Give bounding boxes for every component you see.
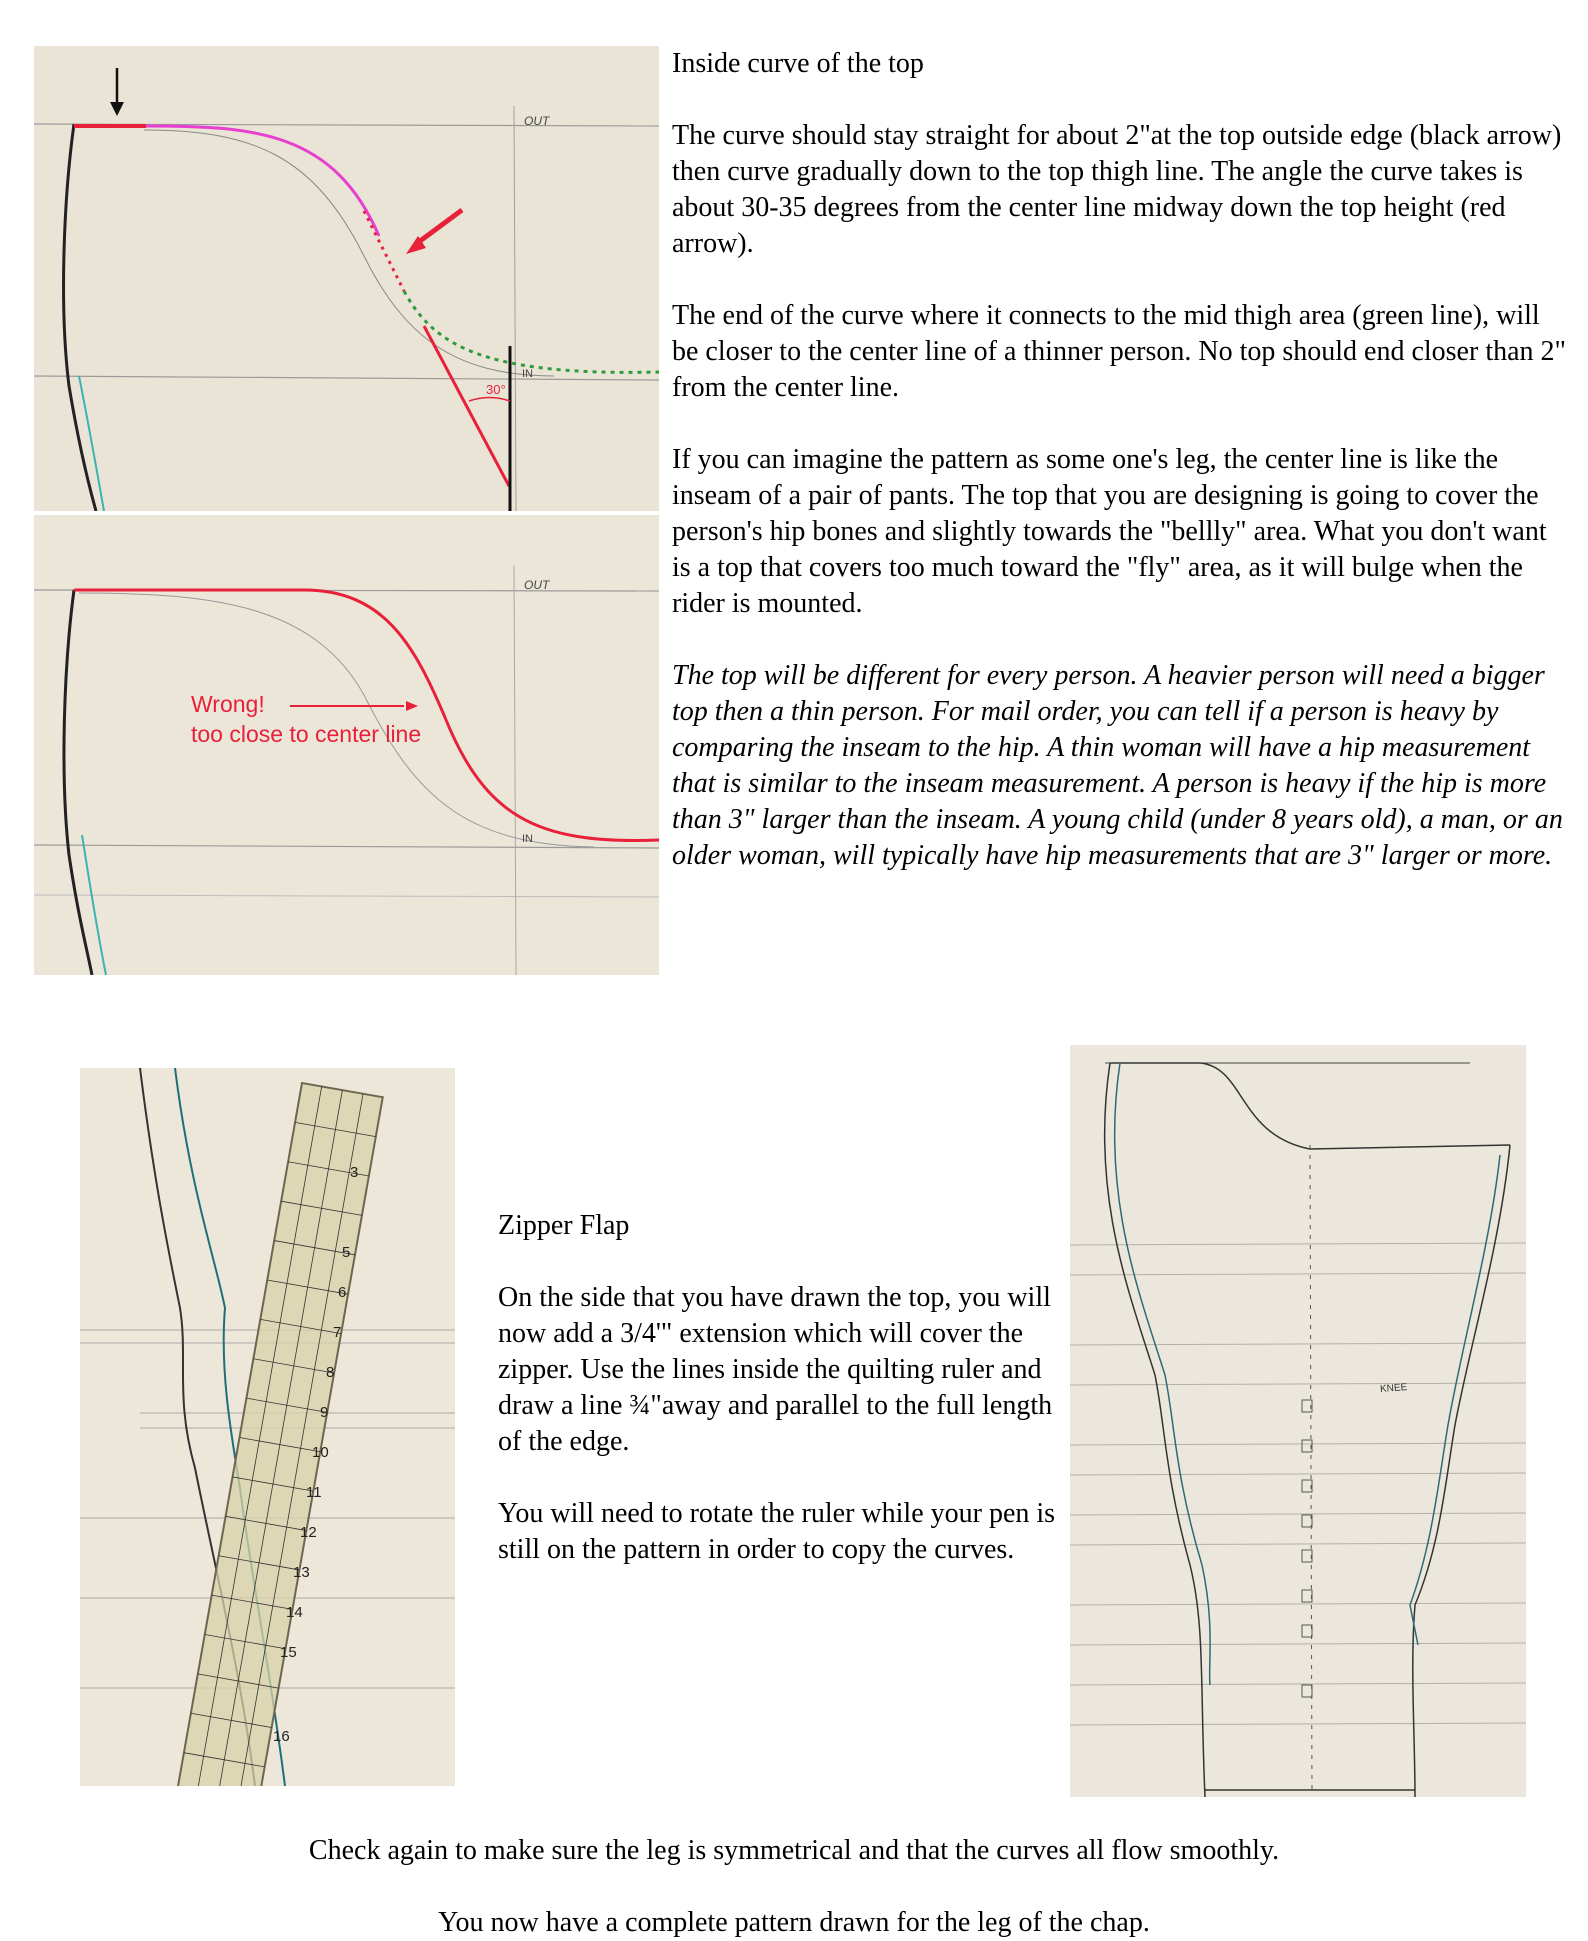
- ruler-number: 11: [306, 1484, 322, 1501]
- too-close-label: too close to center line: [191, 721, 422, 747]
- ruler-number: 15: [280, 1644, 297, 1661]
- footer-line-2: You now have a complete pattern drawn for the leg of the chap.: [438, 1907, 1150, 1938]
- angle-label: 30°: [486, 382, 506, 397]
- ruler-number: 12: [300, 1524, 317, 1541]
- ruler-number: 6: [338, 1284, 347, 1301]
- footer-line-1: Check again to make sure the leg is symmetrical and that the curves all flow smoothly.: [308, 1835, 1280, 1866]
- zipper-flap-instructions: [498, 1208, 1058, 1568]
- top-curve-paragraph-3: If you can imagine the pattern as some one's leg, the center line is like the inseam of a pair of pants. The top that you are designing is going to cover the person's hip bones and slightly towards the "bellly" area. What you don't want is a top that covers too much toward the "fly" area, as it will bulge when the rider is mounted.: [672, 444, 1547, 619]
- photo-top-curve: [34, 46, 659, 511]
- in-label: IN: [522, 368, 533, 380]
- ruler-number: 14: [286, 1604, 303, 1621]
- ruler-numbers: [80, 1068, 455, 1786]
- ruler-number: 16: [273, 1728, 290, 1745]
- top-curve-paragraph-2: The end of the curve where it connects to the mid thigh area (green line), will be closer to the center line of a thinner person. No top should end closer than 2" from the center line.: [672, 300, 1566, 403]
- wrong-in-label: IN: [522, 833, 533, 845]
- ruler-number: 13: [293, 1564, 310, 1581]
- ruler-number: 3: [350, 1164, 359, 1181]
- top-curve-instructions: [672, 46, 1572, 874]
- ruler-number: 7: [333, 1324, 342, 1341]
- zipper-flap-paragraph-1: On the side that you have drawn the top, you will now add a 3/4'" extension which will cover the zipper. Use the lines inside the quilting ruler and draw a line ¾"away and parallel to the full length of the edge.: [498, 1282, 1053, 1457]
- zipper-flap-heading: Zipper Flap: [498, 1210, 630, 1241]
- top-curve-drawing: [34, 46, 659, 511]
- top-curve-paragraph-1: The curve should stay straight for about 2"at the top outside edge (black arrow) then curve gradually down to the top thigh line. The angle the curve takes is about 30-35 degrees from the center line midway down the top height (red arrow).: [672, 120, 1562, 259]
- top-curve-italic-paragraph: The top will be different for every person. A heavier person will need a bigger top then a thin person. For mail order, you can tell if a person is heavy by comparing the inseam to the hip. A thin woman will have a hip measurement that is similar to the inseam measurement. A person is heavy if the hip is more than 3" larger than the inseam. A young child (under 8 years old), a man, or an older woman, will typically have hip measurements that are 3" larger or more.: [672, 660, 1563, 871]
- knee-label: KNEE: [1379, 1382, 1408, 1395]
- ruler-number: 8: [326, 1364, 335, 1381]
- out-label: OUT: [524, 114, 550, 128]
- ruler-number: 9: [320, 1404, 329, 1421]
- ruler-number: 5: [342, 1244, 351, 1261]
- photo-full-pattern: [1070, 1045, 1526, 1797]
- photo-wrong-curve: [34, 515, 659, 975]
- photo-ruler: [80, 1068, 455, 1786]
- full-pattern-drawing: [1070, 1045, 1526, 1797]
- top-curve-heading: Inside curve of the top: [672, 48, 924, 79]
- ruler-number: 10: [312, 1444, 329, 1461]
- zipper-flap-paragraph-2: You will need to rotate the ruler while your pen is still on the pattern in order to copy the curves.: [498, 1498, 1056, 1565]
- wrong-out-label: OUT: [524, 578, 550, 592]
- wrong-label: Wrong!: [191, 691, 265, 717]
